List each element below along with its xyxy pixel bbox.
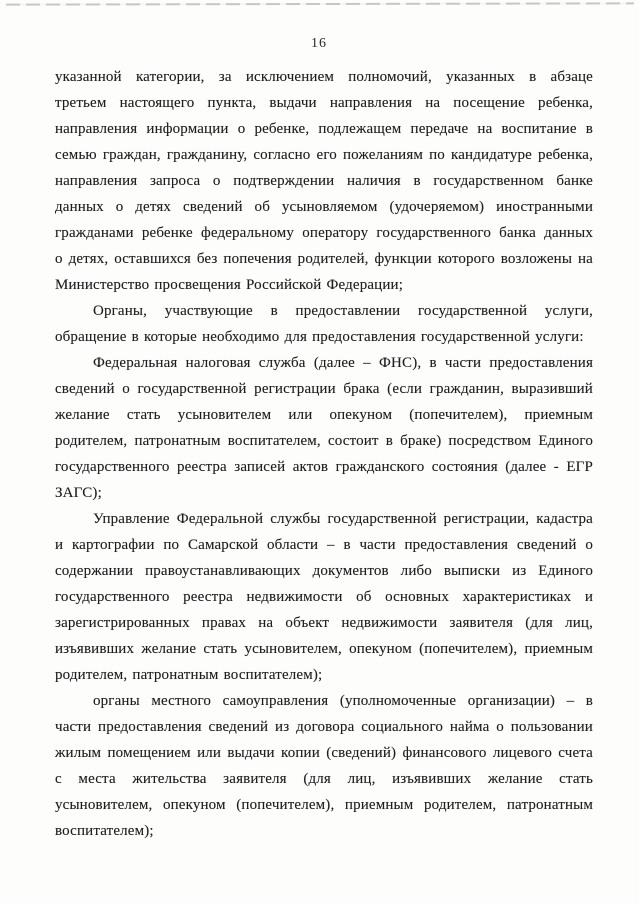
text-line: органы местного самоуправления (уполномоченные организации) – в — [93, 693, 593, 709]
text-line: жилым помещением или выдачи копии (сведений) финансового лицевого счета — [55, 745, 593, 761]
text-line: Органы, участвующие в предоставлении государственной услуги, — [93, 303, 593, 319]
text-line: Управление Федеральной службы государственной регистрации, кадастра — [93, 511, 593, 527]
text-line: ЗАГС); — [55, 485, 102, 501]
text-line: Министерство просвещения Российской Федерации; — [55, 277, 404, 293]
text-line: направления запроса о подтверждении наличия в государственном банке — [55, 173, 593, 189]
text-line: государственного реестра недвижимости об основных характеристиках и — [55, 589, 593, 605]
paragraph — [55, 350, 593, 506]
text-line: воспитателем); — [55, 823, 154, 839]
text-line: родителем, патронатным воспитателем, состоит в браке) посредством Единого — [55, 433, 593, 449]
text-line: изъявивших желание стать усыновителем, опекуном (попечителем), приемным — [55, 641, 593, 657]
text-line: части предоставления сведений из договора социального найма о пользовании — [55, 719, 593, 735]
document-body — [55, 64, 593, 844]
text-line: желание стать усыновителем или опекуном (попечителем), приемным — [55, 407, 593, 423]
text-line: данных о детях сведений об усыновляемом (удочеряемом) иностранными — [55, 199, 593, 215]
text-line: зарегистрированных правах на объект недвижимости заявителя (для лиц, — [55, 615, 593, 631]
text-line: государственного реестра записей актов гражданского состояния (далее - ЕГР — [55, 459, 593, 475]
text-line: содержании правоустанавливающих документов либо выписки из Единого — [55, 563, 593, 579]
text-line: гражданами ребенке федеральному оператору государственного банка данных — [55, 225, 593, 241]
text-line: Федеральная налоговая служба (далее – ФНС), в части предоставления — [93, 355, 593, 371]
text-line: семью граждан, гражданину, согласно его пожеланиям по кандидатуре ребенка, — [55, 147, 593, 163]
page-number: 16 — [311, 36, 327, 51]
text-line: сведений о государственной регистрации брака (если гражданин, выразивший — [55, 381, 593, 397]
scan-edge-artifact — [6, 2, 634, 5]
text-line: и картографии по Самарской области – в части предоставления сведений о — [55, 537, 593, 553]
text-line: обращение в которые необходимо для предоставления государственной услуги: — [55, 329, 584, 345]
text-line: третьем настоящего пункта, выдачи направления на посещение ребенка, — [55, 95, 593, 111]
text-line: усыновителем, опекуном (попечителем), приемным родителем, патронатным — [55, 797, 593, 813]
text-line: указанной категории, за исключением полномочий, указанных в абзаце — [55, 69, 593, 85]
text-line: родителем, патронатным воспитателем); — [55, 667, 323, 683]
text-line: направления информации о ребенке, подлежащем передаче на воспитание в — [55, 121, 593, 137]
text-line: о детях, оставшихся без попечения родителей, функции которого возложены на — [55, 251, 593, 267]
paragraph — [55, 64, 593, 298]
paragraph — [55, 688, 593, 844]
paragraph — [55, 298, 593, 350]
paragraph — [55, 506, 593, 688]
text-line: с места жительства заявителя (для лиц, изъявивших желание стать — [55, 771, 593, 787]
